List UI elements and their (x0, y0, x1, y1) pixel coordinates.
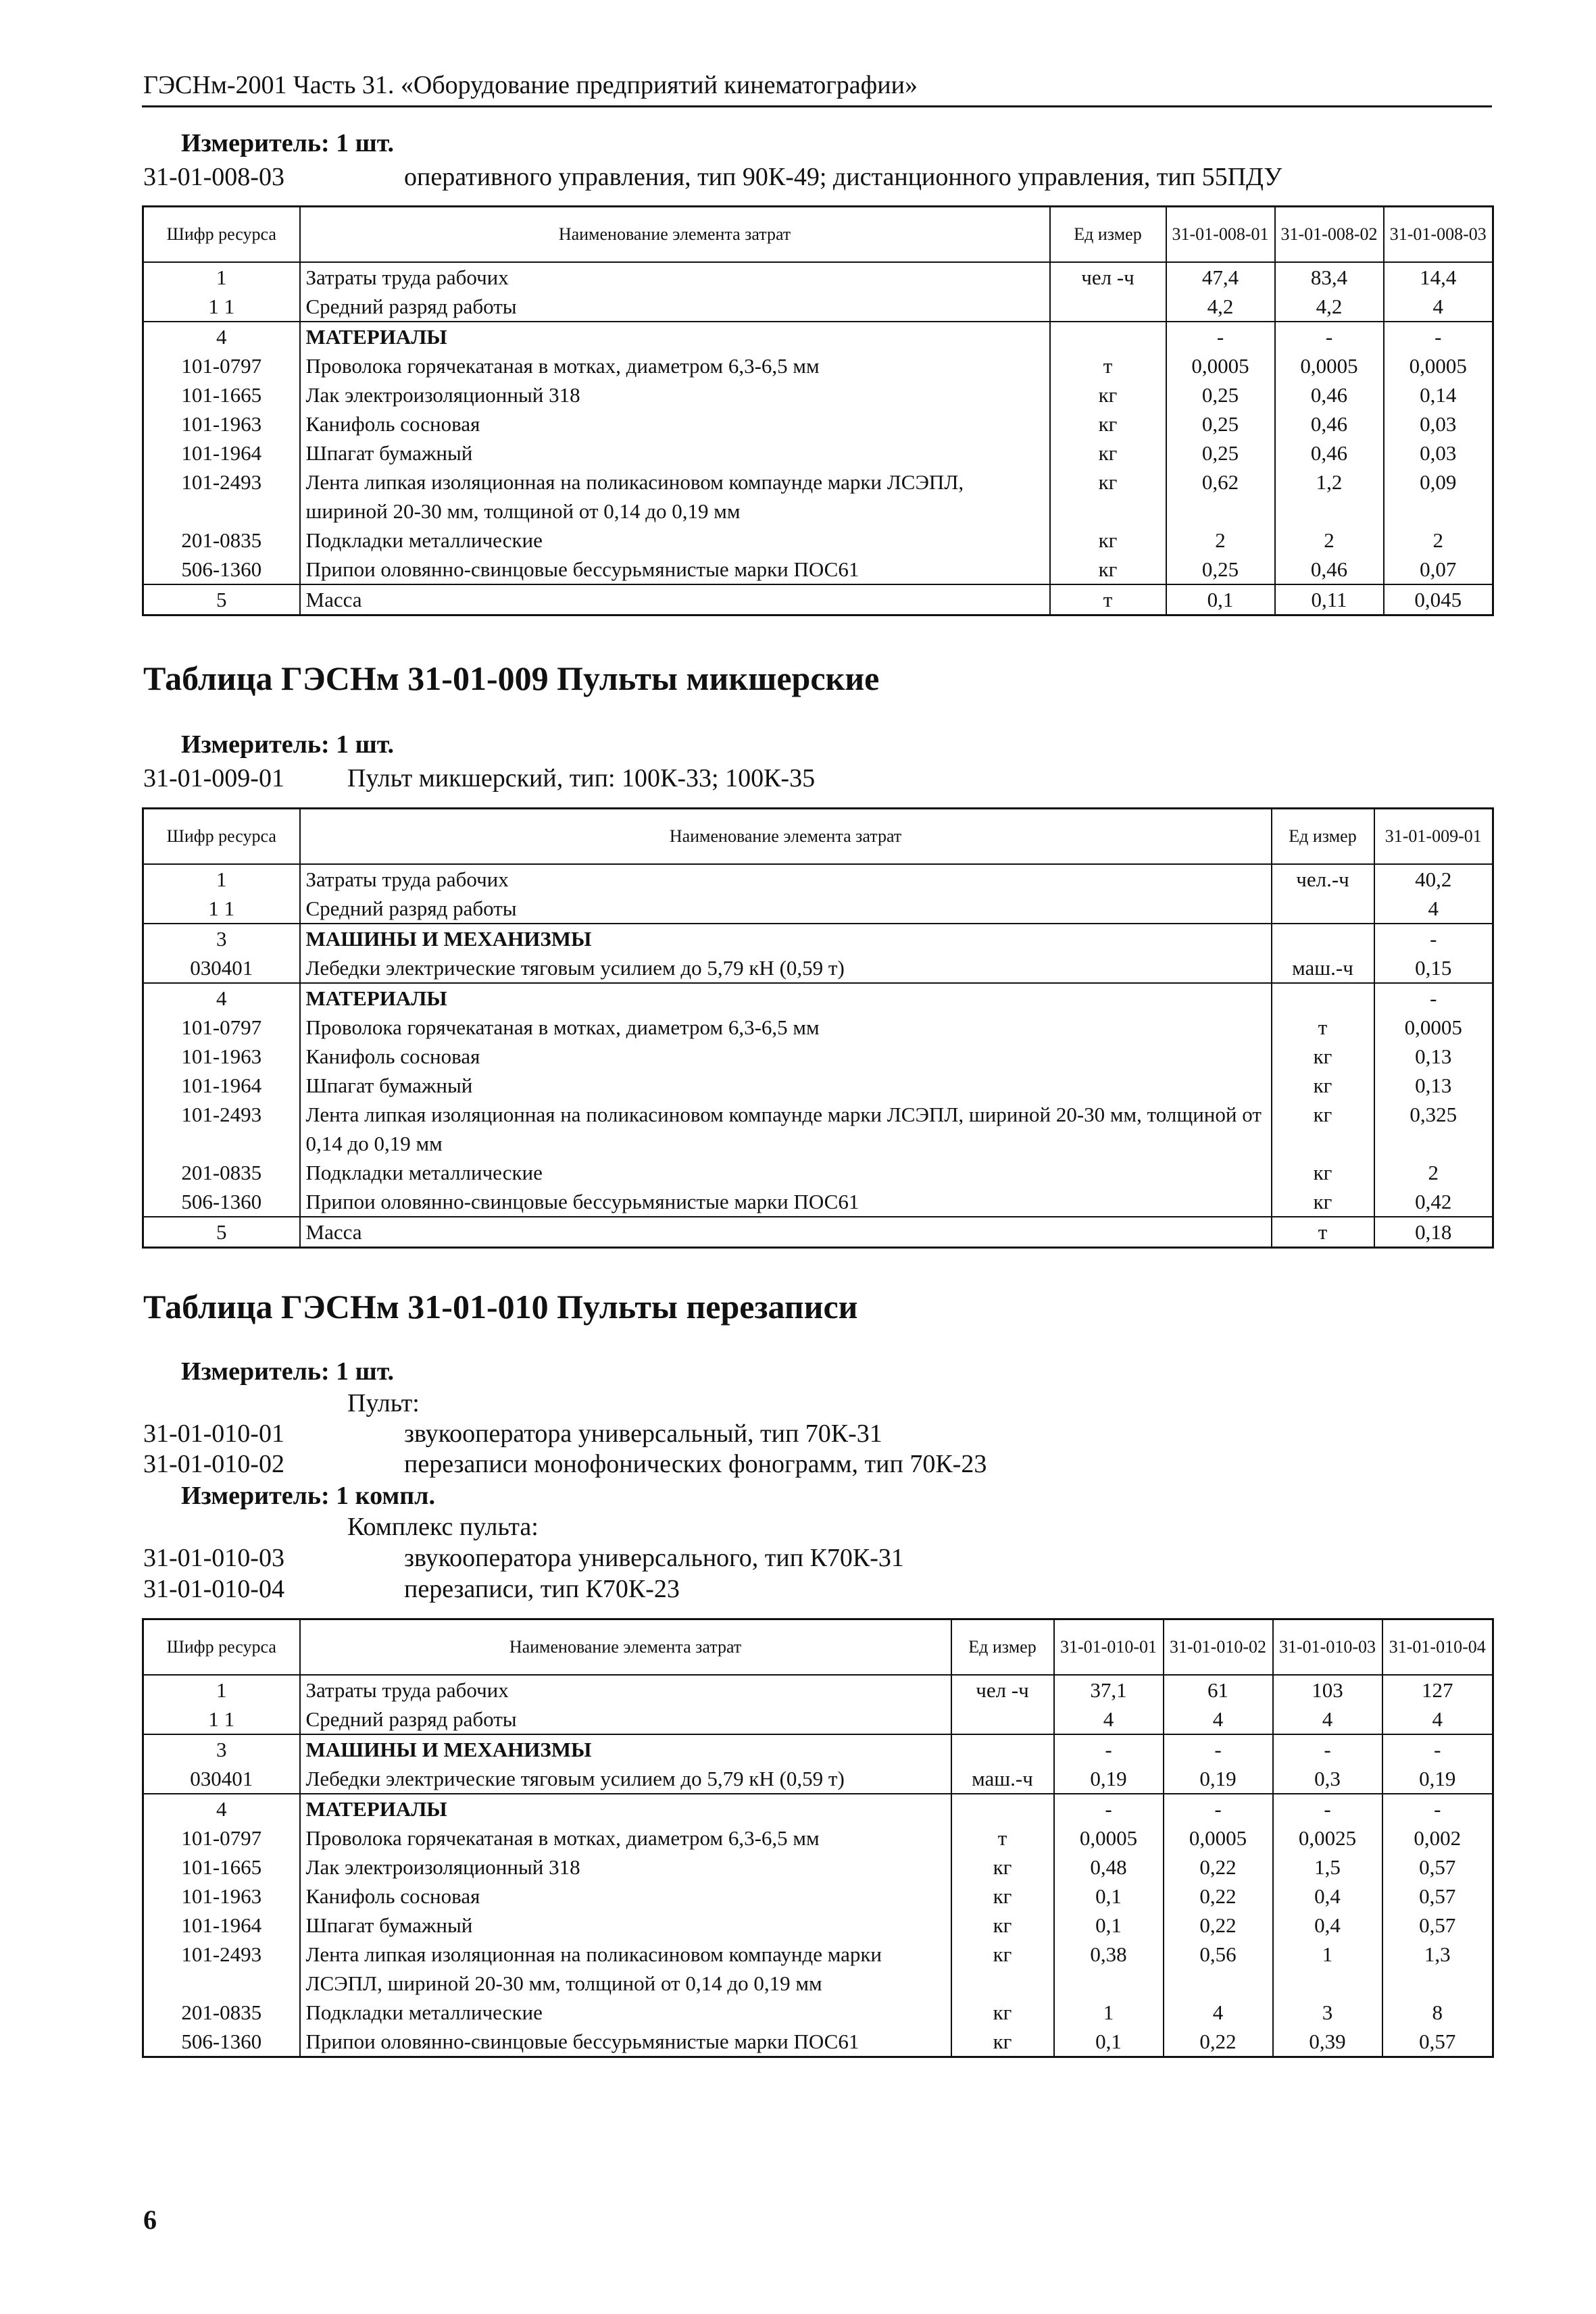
resource-value: - (1273, 1794, 1382, 1823)
table-row (143, 262, 1493, 292)
col-header-name: Наименование элемента затрат (300, 207, 1050, 263)
table-header-row (143, 809, 1493, 865)
resource-name: МАТЕРИАЛЫ (300, 983, 1272, 1013)
resource-code: 506-1360 (143, 2027, 300, 2057)
resource-value: - (1382, 1734, 1493, 1764)
resource-value: - (1164, 1794, 1273, 1823)
resource-value: 0,09 (1384, 468, 1493, 526)
table-row (143, 1158, 1493, 1187)
resource-unit: кг (951, 1940, 1054, 1998)
resource-value: 0,0025 (1273, 1823, 1382, 1853)
resource-value: 0,13 (1374, 1042, 1493, 1071)
resource-value: 8 (1382, 1998, 1493, 2027)
resource-value: 0,1 (1054, 1882, 1164, 1911)
resource-value: - (1384, 322, 1493, 351)
resource-value: 0,38 (1054, 1940, 1164, 1998)
meter-010-a (181, 1357, 394, 1386)
resource-value: 0,46 (1275, 438, 1384, 468)
resource-value: 0,19 (1382, 1764, 1493, 1794)
resource-code: 201-0835 (143, 1158, 300, 1187)
table-row (143, 1675, 1493, 1705)
resource-name: Лебедки электрические тяговым усилием до 5,79 кН (0,59 т) (300, 953, 1272, 983)
resource-code: 1 (143, 262, 300, 292)
resource-unit: чел.-ч (1272, 864, 1374, 894)
table-row (143, 1998, 1493, 2027)
resource-value: 0,11 (1275, 584, 1384, 615)
table-row (143, 924, 1493, 953)
resource-value: 0,25 (1166, 409, 1275, 438)
item-desc: перезаписи, тип К70К-23 (404, 1575, 680, 1603)
page-number: 6 (143, 2205, 157, 2235)
resource-name: Лебедки электрические тяговым усилием до 5,79 кН (0,59 т) (300, 1764, 951, 1794)
resource-value: 0,4 (1273, 1911, 1382, 1940)
col-header-rate: 31-01-010-02 (1164, 1619, 1273, 1676)
resource-value: 0,1 (1054, 1911, 1164, 1940)
table-row (143, 1071, 1493, 1100)
meter-label: Измеритель: (181, 1357, 330, 1386)
resource-value: - (1382, 1794, 1493, 1823)
resource-name: Средний разряд работы (300, 1705, 951, 1734)
table-row (143, 1794, 1493, 1823)
resource-value: 0,22 (1164, 1853, 1273, 1882)
resource-unit: маш.-ч (1272, 953, 1374, 983)
col-header-rate: 31-01-008-03 (1384, 207, 1493, 263)
item-code: 31-01-010-03 (143, 1544, 284, 1572)
resource-code: 1 1 (143, 894, 300, 924)
resource-value: 0,57 (1382, 1911, 1493, 1940)
resource-name: Затраты труда рабочих (300, 1675, 951, 1705)
resource-unit: кг (1050, 526, 1166, 555)
meter-label: Измеритель: (181, 1482, 330, 1510)
resource-code: 101-1964 (143, 1911, 300, 1940)
resource-value: 4 (1374, 894, 1493, 924)
resource-unit: кг (1050, 468, 1166, 526)
resource-name: Проволока горячекатаная в мотках, диаметром 6,3-6,5 мм (300, 351, 1050, 380)
resource-name: МАШИНЫ И МЕХАНИЗМЫ (300, 1734, 951, 1764)
resource-value: 40,2 (1374, 864, 1493, 894)
resource-value: 0,14 (1384, 380, 1493, 409)
resource-unit: кг (1272, 1158, 1374, 1187)
resource-value: 0,18 (1374, 1217, 1493, 1248)
col-header-unit: Ед измер (1050, 207, 1166, 263)
col-header-code: Шифр ресурса (143, 207, 300, 263)
table-title-010: Таблица ГЭСНм 31-01-010 Пульты перезаписи (143, 1288, 858, 1326)
resource-value: - (1374, 924, 1493, 953)
resource-code: 101-0797 (143, 1823, 300, 1853)
resource-unit: т (1050, 351, 1166, 380)
resource-name: Лак электроизоляционный 318 (300, 1853, 951, 1882)
col-header-unit: Ед измер (1272, 809, 1374, 865)
resource-value: 0,13 (1374, 1071, 1493, 1100)
item-desc: звукооператора универсального, тип К70К-31 (404, 1544, 904, 1572)
table-row (143, 2027, 1493, 2057)
resource-value: - (1164, 1734, 1273, 1764)
resource-unit (951, 1705, 1054, 1734)
resource-name: Канифоль сосновая (300, 1042, 1272, 1071)
table-row (143, 1853, 1493, 1882)
resource-name: Припои оловянно-свинцовые бессурьмянистые марки ПОС61 (300, 2027, 951, 2057)
resource-value: - (1273, 1734, 1382, 1764)
table-header-row (143, 1619, 1493, 1676)
resource-value: 2 (1275, 526, 1384, 555)
resource-value: 3 (1273, 1998, 1382, 2027)
resource-value: 14,4 (1384, 262, 1493, 292)
meter-008 (181, 128, 394, 158)
resource-value: 0,1 (1166, 584, 1275, 615)
resource-value: 0,22 (1164, 1911, 1273, 1940)
resource-value: 0,4 (1273, 1882, 1382, 1911)
resource-code: 4 (143, 983, 300, 1013)
resource-code: 101-0797 (143, 351, 300, 380)
item-code: 31-01-010-04 (143, 1575, 284, 1603)
resource-value: 0,0005 (1384, 351, 1493, 380)
resource-value: 0,39 (1273, 2027, 1382, 2057)
resource-unit (951, 1734, 1054, 1764)
resource-value: 4 (1273, 1705, 1382, 1734)
resource-value: - (1054, 1794, 1164, 1823)
resource-unit: чел -ч (951, 1675, 1054, 1705)
resource-unit (1050, 322, 1166, 351)
col-header-rate: 31-01-010-03 (1273, 1619, 1382, 1676)
table-row (143, 1217, 1493, 1248)
resource-value: 1,5 (1273, 1853, 1382, 1882)
resource-unit: кг (1272, 1042, 1374, 1071)
resource-value: 47,4 (1166, 262, 1275, 292)
table-row (143, 292, 1493, 322)
resource-name: Проволока горячекатаная в мотках, диаметром 6,3-6,5 мм (300, 1823, 951, 1853)
resource-unit: кг (1050, 409, 1166, 438)
resource-code: 101-2493 (143, 1100, 300, 1158)
resource-unit: кг (1272, 1071, 1374, 1100)
table-row (143, 468, 1493, 526)
resource-unit: кг (1272, 1100, 1374, 1158)
item-code: 31-01-008-03 (143, 163, 284, 191)
table-row (143, 1705, 1493, 1734)
resource-value: 0,57 (1382, 1853, 1493, 1882)
meter-value: 1 шт. (336, 1357, 395, 1386)
resource-unit: т (951, 1823, 1054, 1853)
resource-value: 1 (1054, 1998, 1164, 2027)
resource-code: 101-1964 (143, 438, 300, 468)
item-code: 31-01-010-02 (143, 1450, 284, 1478)
resource-unit: кг (1050, 438, 1166, 468)
col-header-rate: 31-01-010-01 (1054, 1619, 1164, 1676)
meter-009 (181, 730, 394, 759)
table-row (143, 1734, 1493, 1764)
resource-name: Лента липкая изоляционная на поликасиновом компаунде марки ЛСЭПЛ, шириной 20-30 мм, толщиной от 0,14 до 0,19 мм (300, 1940, 951, 1998)
resource-name: Масса (300, 1217, 1272, 1248)
col-header-name: Наименование элемента затрат (300, 809, 1272, 865)
resource-value: 0,56 (1164, 1940, 1273, 1998)
resource-code: 506-1360 (143, 555, 300, 584)
resource-code: 1 (143, 1675, 300, 1705)
col-header-rate: 31-01-008-01 (1166, 207, 1275, 263)
table-row (143, 584, 1493, 615)
resource-name: Затраты труда рабочих (300, 262, 1050, 292)
item-code: 31-01-009-01 (143, 764, 284, 793)
resource-value: 0,48 (1054, 1853, 1164, 1882)
resource-value: 0,57 (1382, 1882, 1493, 1911)
resource-name: Проволока горячекатаная в мотках, диаметром 6,3-6,5 мм (300, 1013, 1272, 1042)
resource-value: 0,57 (1382, 2027, 1493, 2057)
resource-value: 0,62 (1166, 468, 1275, 526)
resource-unit (1272, 894, 1374, 924)
resource-code: 3 (143, 924, 300, 953)
table-row (143, 322, 1493, 351)
meter-value: 1 шт. (336, 129, 395, 157)
resource-name: Подкладки металлические (300, 526, 1050, 555)
resource-name: Масса (300, 584, 1050, 615)
resource-code: 101-1964 (143, 1071, 300, 1100)
resource-unit: маш.-ч (951, 1764, 1054, 1794)
resource-value: 4,2 (1166, 292, 1275, 322)
resource-code: 1 (143, 864, 300, 894)
resource-code: 030401 (143, 1764, 300, 1794)
resource-value: 0,46 (1275, 409, 1384, 438)
resource-code: 5 (143, 1217, 300, 1248)
resource-value: 0,42 (1374, 1187, 1493, 1217)
resource-unit: кг (951, 2027, 1054, 2057)
resource-name: МАТЕРИАЛЫ (300, 1794, 951, 1823)
resource-value: 0,0005 (1164, 1823, 1273, 1853)
table-row (143, 1764, 1493, 1794)
col-header-rate: 31-01-010-04 (1382, 1619, 1493, 1676)
resource-name: Средний разряд работы (300, 894, 1272, 924)
resource-unit: т (1272, 1217, 1374, 1248)
resource-name: Канифоль сосновая (300, 1882, 951, 1911)
resource-value: 0,325 (1374, 1100, 1493, 1158)
table-row (143, 1042, 1493, 1071)
resource-code: 101-1963 (143, 409, 300, 438)
resource-value: 0,25 (1166, 380, 1275, 409)
resource-code: 101-1665 (143, 380, 300, 409)
resource-value: 0,19 (1054, 1764, 1164, 1794)
table-row (143, 864, 1493, 894)
resource-unit (1050, 292, 1166, 322)
resource-unit: кг (951, 1853, 1054, 1882)
resource-value: 127 (1382, 1675, 1493, 1705)
resource-value: 1 (1273, 1940, 1382, 1998)
resource-code: 4 (143, 1794, 300, 1823)
resource-code: 101-2493 (143, 468, 300, 526)
item-group-label: Комплекс пульта: (347, 1513, 539, 1541)
resource-name: Лак электроизоляционный 318 (300, 380, 1050, 409)
resource-value: 0,15 (1374, 953, 1493, 983)
resource-code: 101-1963 (143, 1882, 300, 1911)
resource-unit: кг (951, 1911, 1054, 1940)
table-row (143, 1882, 1493, 1911)
resource-unit: кг (1050, 555, 1166, 584)
resource-value: 0,0005 (1374, 1013, 1493, 1042)
resource-value: 0,045 (1384, 584, 1493, 615)
resource-value: 0,0005 (1166, 351, 1275, 380)
table-row (143, 1187, 1493, 1217)
resource-value: 4 (1164, 1705, 1273, 1734)
item-desc: звукооператора универсальный, тип 70К-31 (404, 1419, 882, 1448)
header-rule (142, 105, 1492, 107)
resource-value: 0,07 (1384, 555, 1493, 584)
resource-value: 1,3 (1382, 1940, 1493, 1998)
resource-value: 4 (1382, 1705, 1493, 1734)
resource-value: - (1374, 983, 1493, 1013)
table-row (143, 555, 1493, 584)
resource-value: 0,46 (1275, 380, 1384, 409)
resource-name: Средний разряд работы (300, 292, 1050, 322)
resource-value: 0,3 (1273, 1764, 1382, 1794)
resource-value: 0,0005 (1054, 1823, 1164, 1853)
resource-value: 4 (1164, 1998, 1273, 2027)
col-header-unit: Ед измер (951, 1619, 1054, 1676)
resource-value: 0,002 (1382, 1823, 1493, 1853)
resource-value: 83,4 (1275, 262, 1384, 292)
resource-value: 0,0005 (1275, 351, 1384, 380)
resource-unit (951, 1794, 1054, 1823)
resource-name: Канифоль сосновая (300, 409, 1050, 438)
resource-value: 0,22 (1164, 2027, 1273, 2057)
resource-value: 0,46 (1275, 555, 1384, 584)
table-row (143, 1940, 1493, 1998)
resource-value: 4 (1054, 1705, 1164, 1734)
resource-value: - (1275, 322, 1384, 351)
resource-value: 2 (1384, 526, 1493, 555)
resource-unit: кг (951, 1882, 1054, 1911)
resource-table-009 (142, 807, 1494, 1249)
table-row (143, 894, 1493, 924)
item-desc: оперативного управления, тип 90К-49; дистанционного управления, тип 55ПДУ (404, 163, 1282, 191)
resource-code: 201-0835 (143, 1998, 300, 2027)
resource-value: 37,1 (1054, 1675, 1164, 1705)
resource-unit: т (1272, 1013, 1374, 1042)
resource-unit: кг (1050, 380, 1166, 409)
meter-label: Измеритель: (181, 129, 330, 157)
resource-value: 2 (1374, 1158, 1493, 1187)
table-header-row (143, 207, 1493, 263)
table-row (143, 983, 1493, 1013)
resource-name: Подкладки металлические (300, 1158, 1272, 1187)
resource-name: Подкладки металлические (300, 1998, 951, 2027)
resource-code: 1 1 (143, 292, 300, 322)
table-row (143, 409, 1493, 438)
resource-name: Припои оловянно-свинцовые бессурьмянистые марки ПОС61 (300, 1187, 1272, 1217)
resource-value: 0,1 (1054, 2027, 1164, 2057)
resource-value: 0,03 (1384, 438, 1493, 468)
resource-value: 1,2 (1275, 468, 1384, 526)
resource-name: Шпагат бумажный (300, 1071, 1272, 1100)
running-title: ГЭСНм-2001 Часть 31. «Оборудование предприятий кинематографии» (143, 71, 918, 99)
resource-code: 4 (143, 322, 300, 351)
col-header-name: Наименование элемента затрат (300, 1619, 951, 1676)
resource-value: 0,25 (1166, 438, 1275, 468)
resource-code: 506-1360 (143, 1187, 300, 1217)
table-row (143, 351, 1493, 380)
table-row (143, 438, 1493, 468)
resource-unit: кг (1272, 1187, 1374, 1217)
table-row (143, 1911, 1493, 1940)
col-header-code: Шифр ресурса (143, 809, 300, 865)
resource-unit (1272, 983, 1374, 1013)
resource-value: 2 (1166, 526, 1275, 555)
resource-unit: чел -ч (1050, 262, 1166, 292)
col-header-code: Шифр ресурса (143, 1619, 300, 1676)
item-code: 31-01-010-01 (143, 1419, 284, 1448)
resource-value: 0,22 (1164, 1882, 1273, 1911)
resource-name: Затраты труда рабочих (300, 864, 1272, 894)
table-title-009: Таблица ГЭСНм 31-01-009 Пульты микшерские (143, 659, 880, 697)
resource-code: 101-1963 (143, 1042, 300, 1071)
resource-name: Лента липкая изоляционная на поликасиновом компаунде марки ЛСЭПЛ, шириной 20-30 мм, толщиной от 0,14 до 0,19 мм (300, 468, 1050, 526)
col-header-rate: 31-01-008-02 (1275, 207, 1384, 263)
resource-code: 030401 (143, 953, 300, 983)
table-row (143, 526, 1493, 555)
resource-value: 61 (1164, 1675, 1273, 1705)
table-row (143, 1013, 1493, 1042)
meter-010-b (181, 1481, 435, 1511)
meter-label: Измеритель: (181, 730, 330, 759)
meter-value: 1 компл. (336, 1482, 435, 1510)
resource-code: 101-2493 (143, 1940, 300, 1998)
table-row (143, 380, 1493, 409)
resource-value: 0,19 (1164, 1764, 1273, 1794)
resource-value: 0,25 (1166, 555, 1275, 584)
resource-code: 101-0797 (143, 1013, 300, 1042)
resource-code: 101-1665 (143, 1853, 300, 1882)
resource-name: МАТЕРИАЛЫ (300, 322, 1050, 351)
resource-unit (1272, 924, 1374, 953)
resource-unit: кг (951, 1998, 1054, 2027)
resource-code: 1 1 (143, 1705, 300, 1734)
resource-code: 201-0835 (143, 526, 300, 555)
item-desc: перезаписи монофонических фонограмм, тип 70К-23 (404, 1450, 987, 1478)
resource-value: 103 (1273, 1675, 1382, 1705)
resource-table-010 (142, 1618, 1494, 2058)
meter-value: 1 шт. (336, 730, 395, 759)
col-header-rate: 31-01-009-01 (1374, 809, 1493, 865)
resource-name: Припои оловянно-свинцовые бессурьмянистые марки ПОС61 (300, 555, 1050, 584)
resource-code: 3 (143, 1734, 300, 1764)
resource-value: - (1054, 1734, 1164, 1764)
resource-unit: т (1050, 584, 1166, 615)
item-group-label: Пульт: (347, 1389, 420, 1417)
resource-table-008 (142, 205, 1494, 616)
resource-name: Лента липкая изоляционная на поликасиновом компаунде марки ЛСЭПЛ, шириной 20-30 мм, толщиной от 0,14 до 0,19 мм (300, 1100, 1272, 1158)
resource-value: 4 (1384, 292, 1493, 322)
resource-value: 4,2 (1275, 292, 1384, 322)
resource-value: 0,03 (1384, 409, 1493, 438)
table-row (143, 1100, 1493, 1158)
resource-code: 5 (143, 584, 300, 615)
resource-name: МАШИНЫ И МЕХАНИЗМЫ (300, 924, 1272, 953)
resource-name: Шпагат бумажный (300, 438, 1050, 468)
table-row (143, 953, 1493, 983)
resource-name: Шпагат бумажный (300, 1911, 951, 1940)
resource-value: - (1166, 322, 1275, 351)
table-row (143, 1823, 1493, 1853)
item-desc: Пульт микшерский, тип: 100К-33; 100К-35 (347, 764, 816, 793)
